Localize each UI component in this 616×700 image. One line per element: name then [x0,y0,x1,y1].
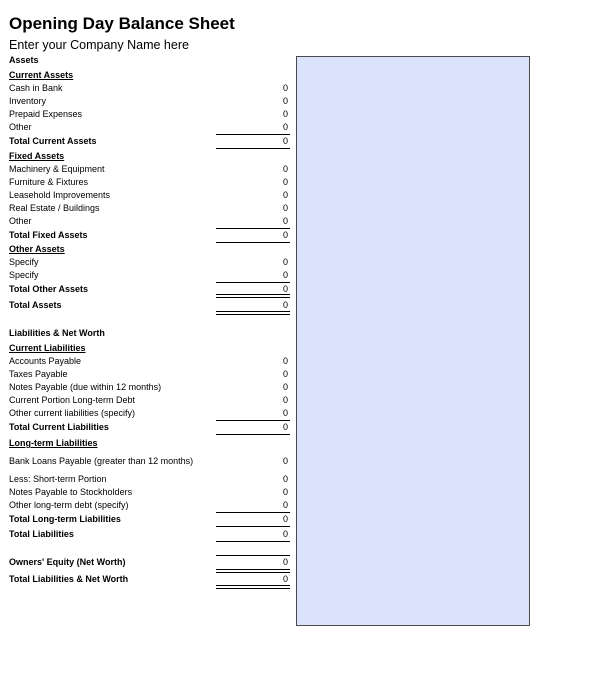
row-value[interactable]: 0 [282,177,288,187]
row-label: Leasehold Improvements [9,190,111,200]
subtotal-rule [216,134,290,135]
row-value[interactable]: 0 [282,487,288,497]
total-liabilities-net-worth-label: Total Liabilities & Net Worth [9,574,129,584]
total-assets-label: Total Assets [9,300,62,310]
page-title: Opening Day Balance Sheet [9,14,235,33]
fixed-assets-heading: Fixed Assets [9,151,65,161]
current-liabilities-heading: Current Liabilities [9,343,86,353]
row-label: Specify [9,257,39,267]
total-current-assets-value: 0 [282,136,288,146]
row-value[interactable]: 0 [282,500,288,510]
row-label: Taxes Payable [9,369,68,379]
row-value[interactable]: 0 [282,83,288,93]
total-other-assets-value: 0 [282,284,288,294]
company-name-field[interactable]: Enter your Company Name here [9,38,189,52]
row-label: Cash in Bank [9,83,63,93]
subtotal-rule [216,555,290,556]
row-value[interactable]: 0 [282,382,288,392]
subtotal-rule [216,541,290,542]
total-liabilities-net-worth-value: 0 [282,574,288,584]
subtotal-rule [216,526,290,527]
row-value[interactable]: 0 [282,122,288,132]
total-liabilities-value: 0 [282,529,288,539]
assets-heading: Assets [9,55,39,65]
row-value[interactable]: 0 [282,203,288,213]
subtotal-rule [216,434,290,435]
row-value[interactable]: 0 [282,369,288,379]
total-fixed-assets-label: Total Fixed Assets [9,230,88,240]
row-label: Other [9,122,32,132]
notes-panel[interactable] [296,56,530,626]
subtotal-rule [216,228,290,229]
row-value[interactable]: 0 [282,164,288,174]
row-value[interactable]: 0 [282,270,288,280]
subtotal-rule [216,148,290,149]
total-other-assets-label: Total Other Assets [9,284,89,294]
owners-equity-label: Owners' Equity (Net Worth) [9,557,126,567]
subtotal-rule [216,282,290,283]
row-value[interactable]: 0 [282,395,288,405]
row-label: Furniture & Fixtures [9,177,89,187]
row-label: Accounts Payable [9,356,82,366]
total-double-rule [216,569,290,573]
row-label: Real Estate / Buildings [9,203,100,213]
bank-loans-value[interactable]: 0 [282,456,288,466]
owners-equity-value[interactable]: 0 [282,557,288,567]
row-value[interactable]: 0 [282,408,288,418]
row-value[interactable]: 0 [282,474,288,484]
long-term-liabilities-heading: Long-term Liabilities [9,438,98,448]
current-assets-heading: Current Assets [9,70,74,80]
total-current-liabilities-value: 0 [282,422,288,432]
row-label: Notes Payable (due within 12 months) [9,382,162,392]
subtotal-rule [216,420,290,421]
other-assets-heading: Other Assets [9,244,65,254]
row-label: Notes Payable to Stockholders [9,487,133,497]
row-label: Inventory [9,96,47,106]
row-value[interactable]: 0 [282,96,288,106]
total-liabilities-label: Total Liabilities [9,529,74,539]
total-current-liabilities-label: Total Current Liabilities [9,422,109,432]
total-assets-value: 0 [282,300,288,310]
row-label: Specify [9,270,39,280]
total-double-rule [216,585,290,589]
total-long-term-liabilities-label: Total Long-term Liabilities [9,514,121,524]
liabilities-heading: Liabilities & Net Worth [9,328,105,338]
row-value[interactable]: 0 [282,109,288,119]
row-label: Other [9,216,32,226]
total-fixed-assets-value: 0 [282,230,288,240]
total-long-term-liabilities-value: 0 [282,514,288,524]
bank-loans-label: Bank Loans Payable (greater than 12 months) [9,456,194,466]
subtotal-rule [216,512,290,513]
row-value[interactable]: 0 [282,216,288,226]
total-current-assets-label: Total Current Assets [9,136,97,146]
row-label: Less: Short-term Portion [9,474,107,484]
total-double-rule [216,311,290,315]
subtotal-rule [216,242,290,243]
row-value[interactable]: 0 [282,190,288,200]
row-value[interactable]: 0 [282,257,288,267]
row-label: Current Portion Long-term Debt [9,395,136,405]
row-label: Machinery & Equipment [9,164,105,174]
row-label: Other current liabilities (specify) [9,408,136,418]
total-double-rule [216,294,290,298]
row-label: Prepaid Expenses [9,109,83,119]
row-value[interactable]: 0 [282,356,288,366]
row-label: Other long-term debt (specify) [9,500,129,510]
